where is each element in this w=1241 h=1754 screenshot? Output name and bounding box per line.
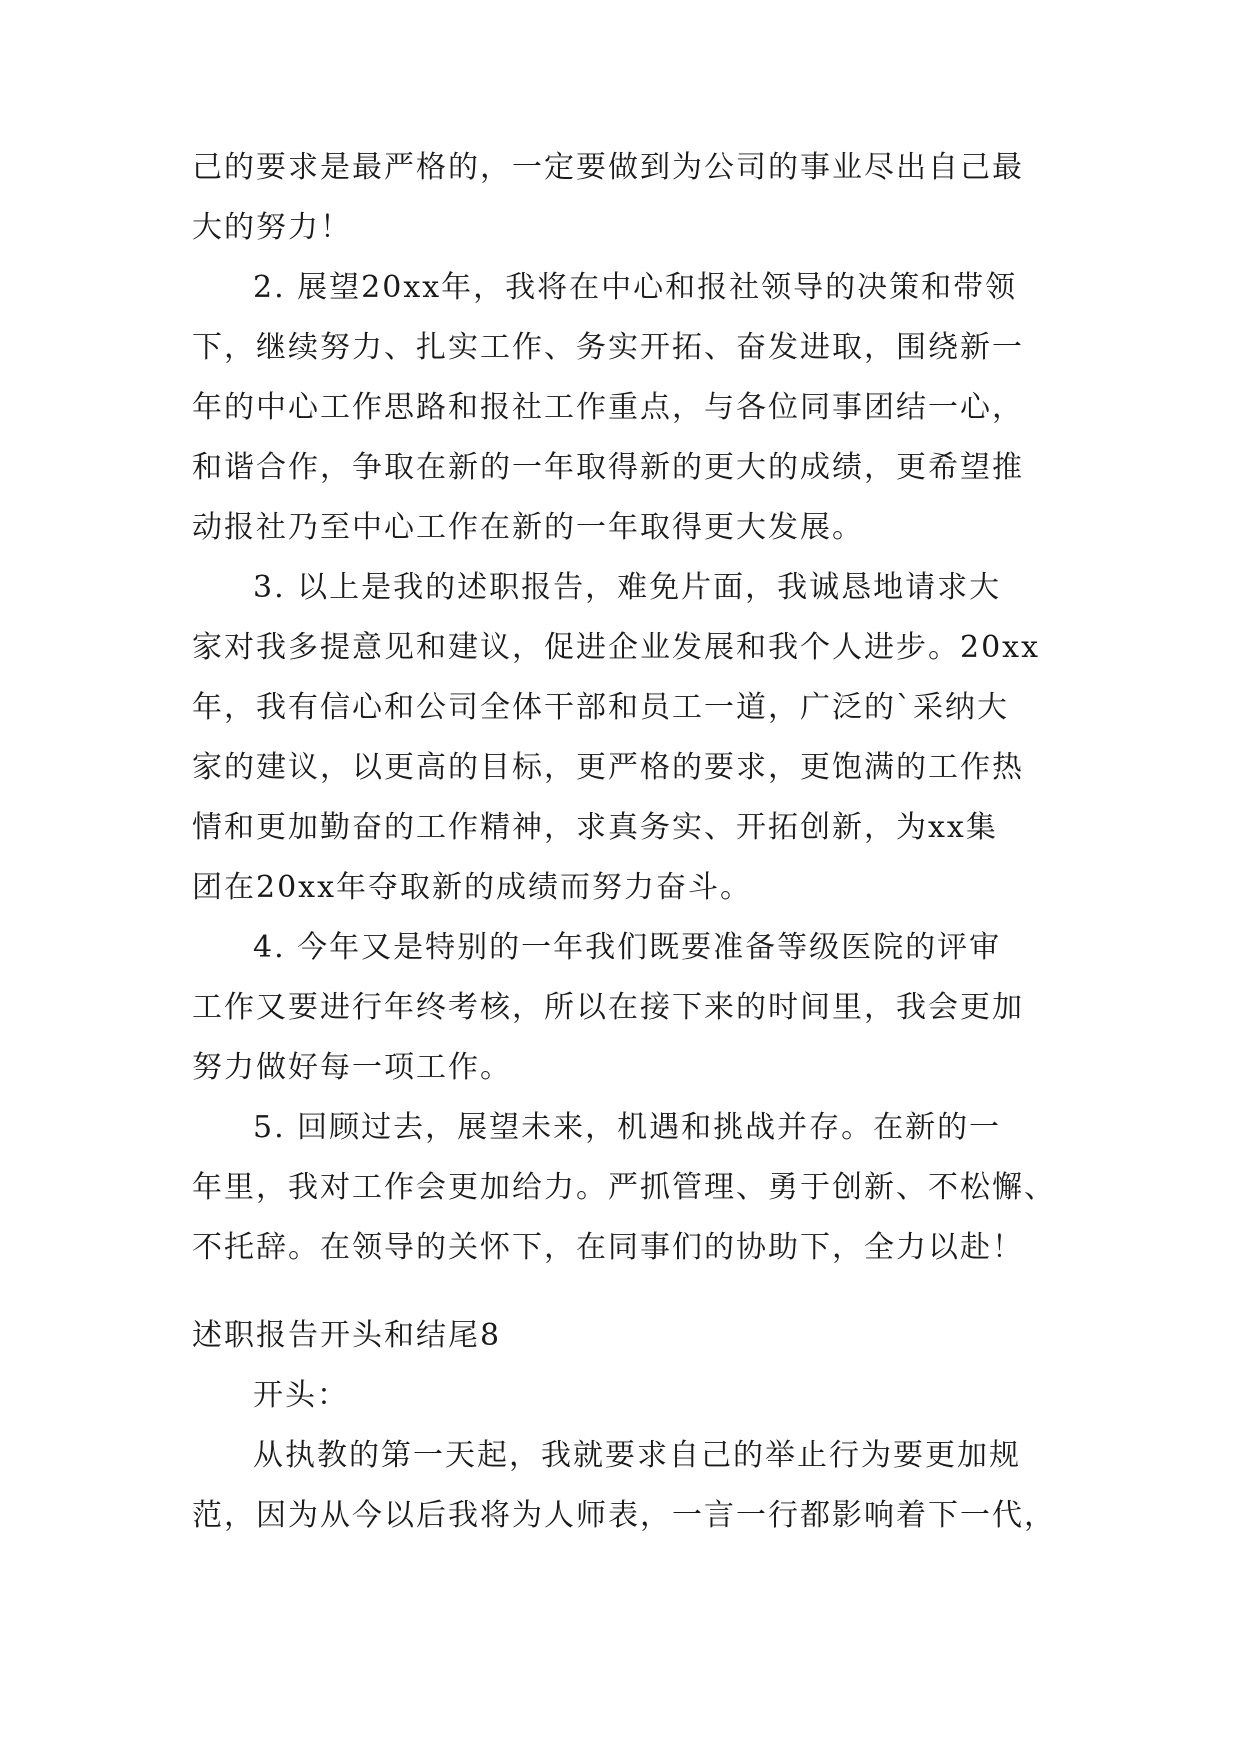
text-line: 年，我有信心和公司全体干部和员工一道，广泛的`采纳大 bbox=[192, 690, 1009, 725]
text-line: 家的建议，以更高的目标，更严格的要求，更饱满的工作热 bbox=[192, 750, 1024, 785]
numbered-paragraph-3-start: 3. 以上是我的述职报告，难免片面，我诚恳地请求大 bbox=[253, 570, 1002, 605]
text-line: 家对我多提意见和建议，促进企业发展和我个人进步。20xx bbox=[192, 630, 1041, 665]
text-line: 年的中心工作思路和报社工作重点，与各位同事团结一心， bbox=[192, 390, 1024, 425]
text-line: 年里，我对工作会更加给力。严抓管理、勇于创新、不松懈、 bbox=[192, 1170, 1056, 1205]
text-line: 范，因为从今以后我将为人师表，一言一行都影响着下一代， bbox=[192, 1498, 1056, 1533]
text-line: 和谐合作，争取在新的一年取得新的更大的成绩，更希望推 bbox=[192, 450, 1024, 485]
numbered-paragraph-4-start: 4. 今年又是特别的一年我们既要准备等级医院的评审 bbox=[253, 930, 1002, 965]
text-line: 不托辞。在领导的关怀下，在同事们的协助下，全力以赴！ bbox=[192, 1230, 1024, 1265]
section-heading: 述职报告开头和结尾8 bbox=[192, 1318, 502, 1353]
text-line: 情和更加勤奋的工作精神，求真务实、开拓创新，为xx集 bbox=[192, 810, 998, 845]
numbered-paragraph-5-start: 5. 回顾过去，展望未来，机遇和挑战并存。在新的一 bbox=[253, 1110, 1002, 1145]
subheading-opening: 开头： bbox=[253, 1378, 349, 1413]
paragraph-start: 从执教的第一天起，我就要求自己的举止行为要更加规 bbox=[253, 1438, 1021, 1473]
numbered-paragraph-2-start: 2. 展望20xx年，我将在中心和报社领导的决策和带领 bbox=[253, 270, 1018, 305]
text-line: 团在20xx年夺取新的成绩而努力奋斗。 bbox=[192, 870, 753, 905]
text-line: 努力做好每一项工作。 bbox=[192, 1050, 512, 1085]
text-line: 动报社乃至中心工作在新的一年取得更大发展。 bbox=[192, 510, 864, 545]
text-line: 工作又要进行年终考核，所以在接下来的时间里，我会更加 bbox=[192, 990, 1024, 1025]
text-line: 下，继续努力、扎实工作、务实开拓、奋发进取，围绕新一 bbox=[192, 330, 1024, 365]
text-line: 大的努力！ bbox=[192, 210, 352, 245]
text-line: 己的要求是最严格的，一定要做到为公司的事业尽出自己最 bbox=[192, 150, 1024, 185]
